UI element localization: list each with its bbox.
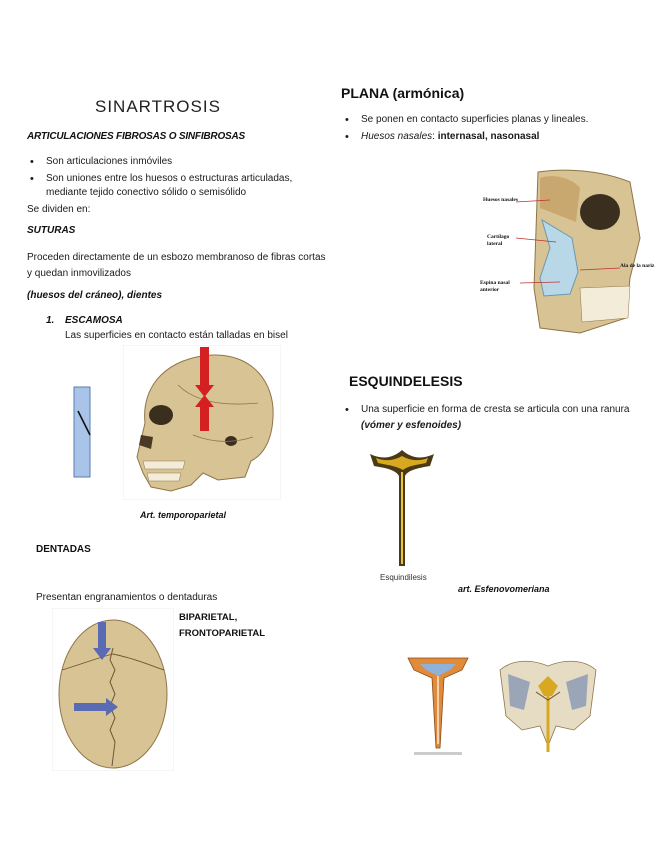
label-espina-nasal: Espina nasal anterior (480, 280, 510, 293)
esquindelesis-heading: ESQUINDELESIS (349, 373, 463, 389)
list-item: • Son articulaciones inmóviles (26, 155, 316, 169)
divide-text: Se dividen en: (27, 204, 91, 215)
escamosa-description: Las superficies en contacto están talladas en bisel (65, 330, 288, 341)
suturas-examples: (huesos del cráneo), dientes (27, 290, 163, 301)
bevel-suture-diagram (70, 385, 100, 480)
dentadas-label-biparietal: BIPARIETAL, (179, 612, 238, 623)
list-item: • Se ponen en contacto superficies planas y lineales. (341, 113, 641, 127)
dentadas-text: Presentan engranamientos o dentaduras (36, 592, 218, 603)
esquindelesis-caption: art. Esfenovomeriana (458, 584, 550, 594)
label-cartilago-lateral: Cartílago lateral (487, 234, 510, 247)
escamosa-title: ESCAMOSA (65, 315, 123, 326)
vomer-sphenoid-diagram (368, 446, 436, 572)
escamosa-caption: Art. temporoparietal (140, 510, 227, 520)
dentadas-label-frontoparietal: FRONTOPARIETAL (179, 628, 266, 639)
nasal-bones-image (480, 168, 652, 336)
section-title: SINARTROSIS (95, 97, 221, 116)
suturas-text: Proceden directamente de un esbozo membranoso de fibras cortas y quedan inmovilizados (27, 252, 326, 279)
list-item: • Huesos nasales: internasal, nasonasal (341, 130, 641, 144)
plana-heading: PLANA (armónica) (341, 85, 465, 101)
escamosa-number: 1. (46, 315, 55, 326)
list-item: • Una superficie en forma de cresta se articula con una ranura (vómer y esfenoides) (341, 402, 631, 434)
section-subtitle: ARTICULACIONES FIBROSAS O SINFIBROSAS (27, 131, 245, 142)
esquindilesis-label: Esquindilesis (380, 573, 427, 582)
plana-bullet-list (341, 113, 641, 144)
label-huesos-nasales: Huesos nasales (483, 197, 518, 203)
esquindelesis-bullet-list (341, 402, 631, 434)
intro-bullet-list (26, 155, 316, 200)
superior-skull-image (52, 608, 174, 771)
dentadas-heading: DENTADAS (36, 544, 91, 555)
suturas-heading: SUTURAS (27, 225, 76, 236)
sphenoid-vomer-image (494, 656, 602, 756)
lateral-skull-image (123, 345, 281, 500)
list-item: • Son uniones entre los huesos o estructuras articuladas, mediante tejido conectivo sólido o semisólido (26, 172, 316, 200)
vomer-cross-section-image (400, 648, 476, 764)
label-ala-nariz: Ala de la nariz (620, 263, 655, 269)
